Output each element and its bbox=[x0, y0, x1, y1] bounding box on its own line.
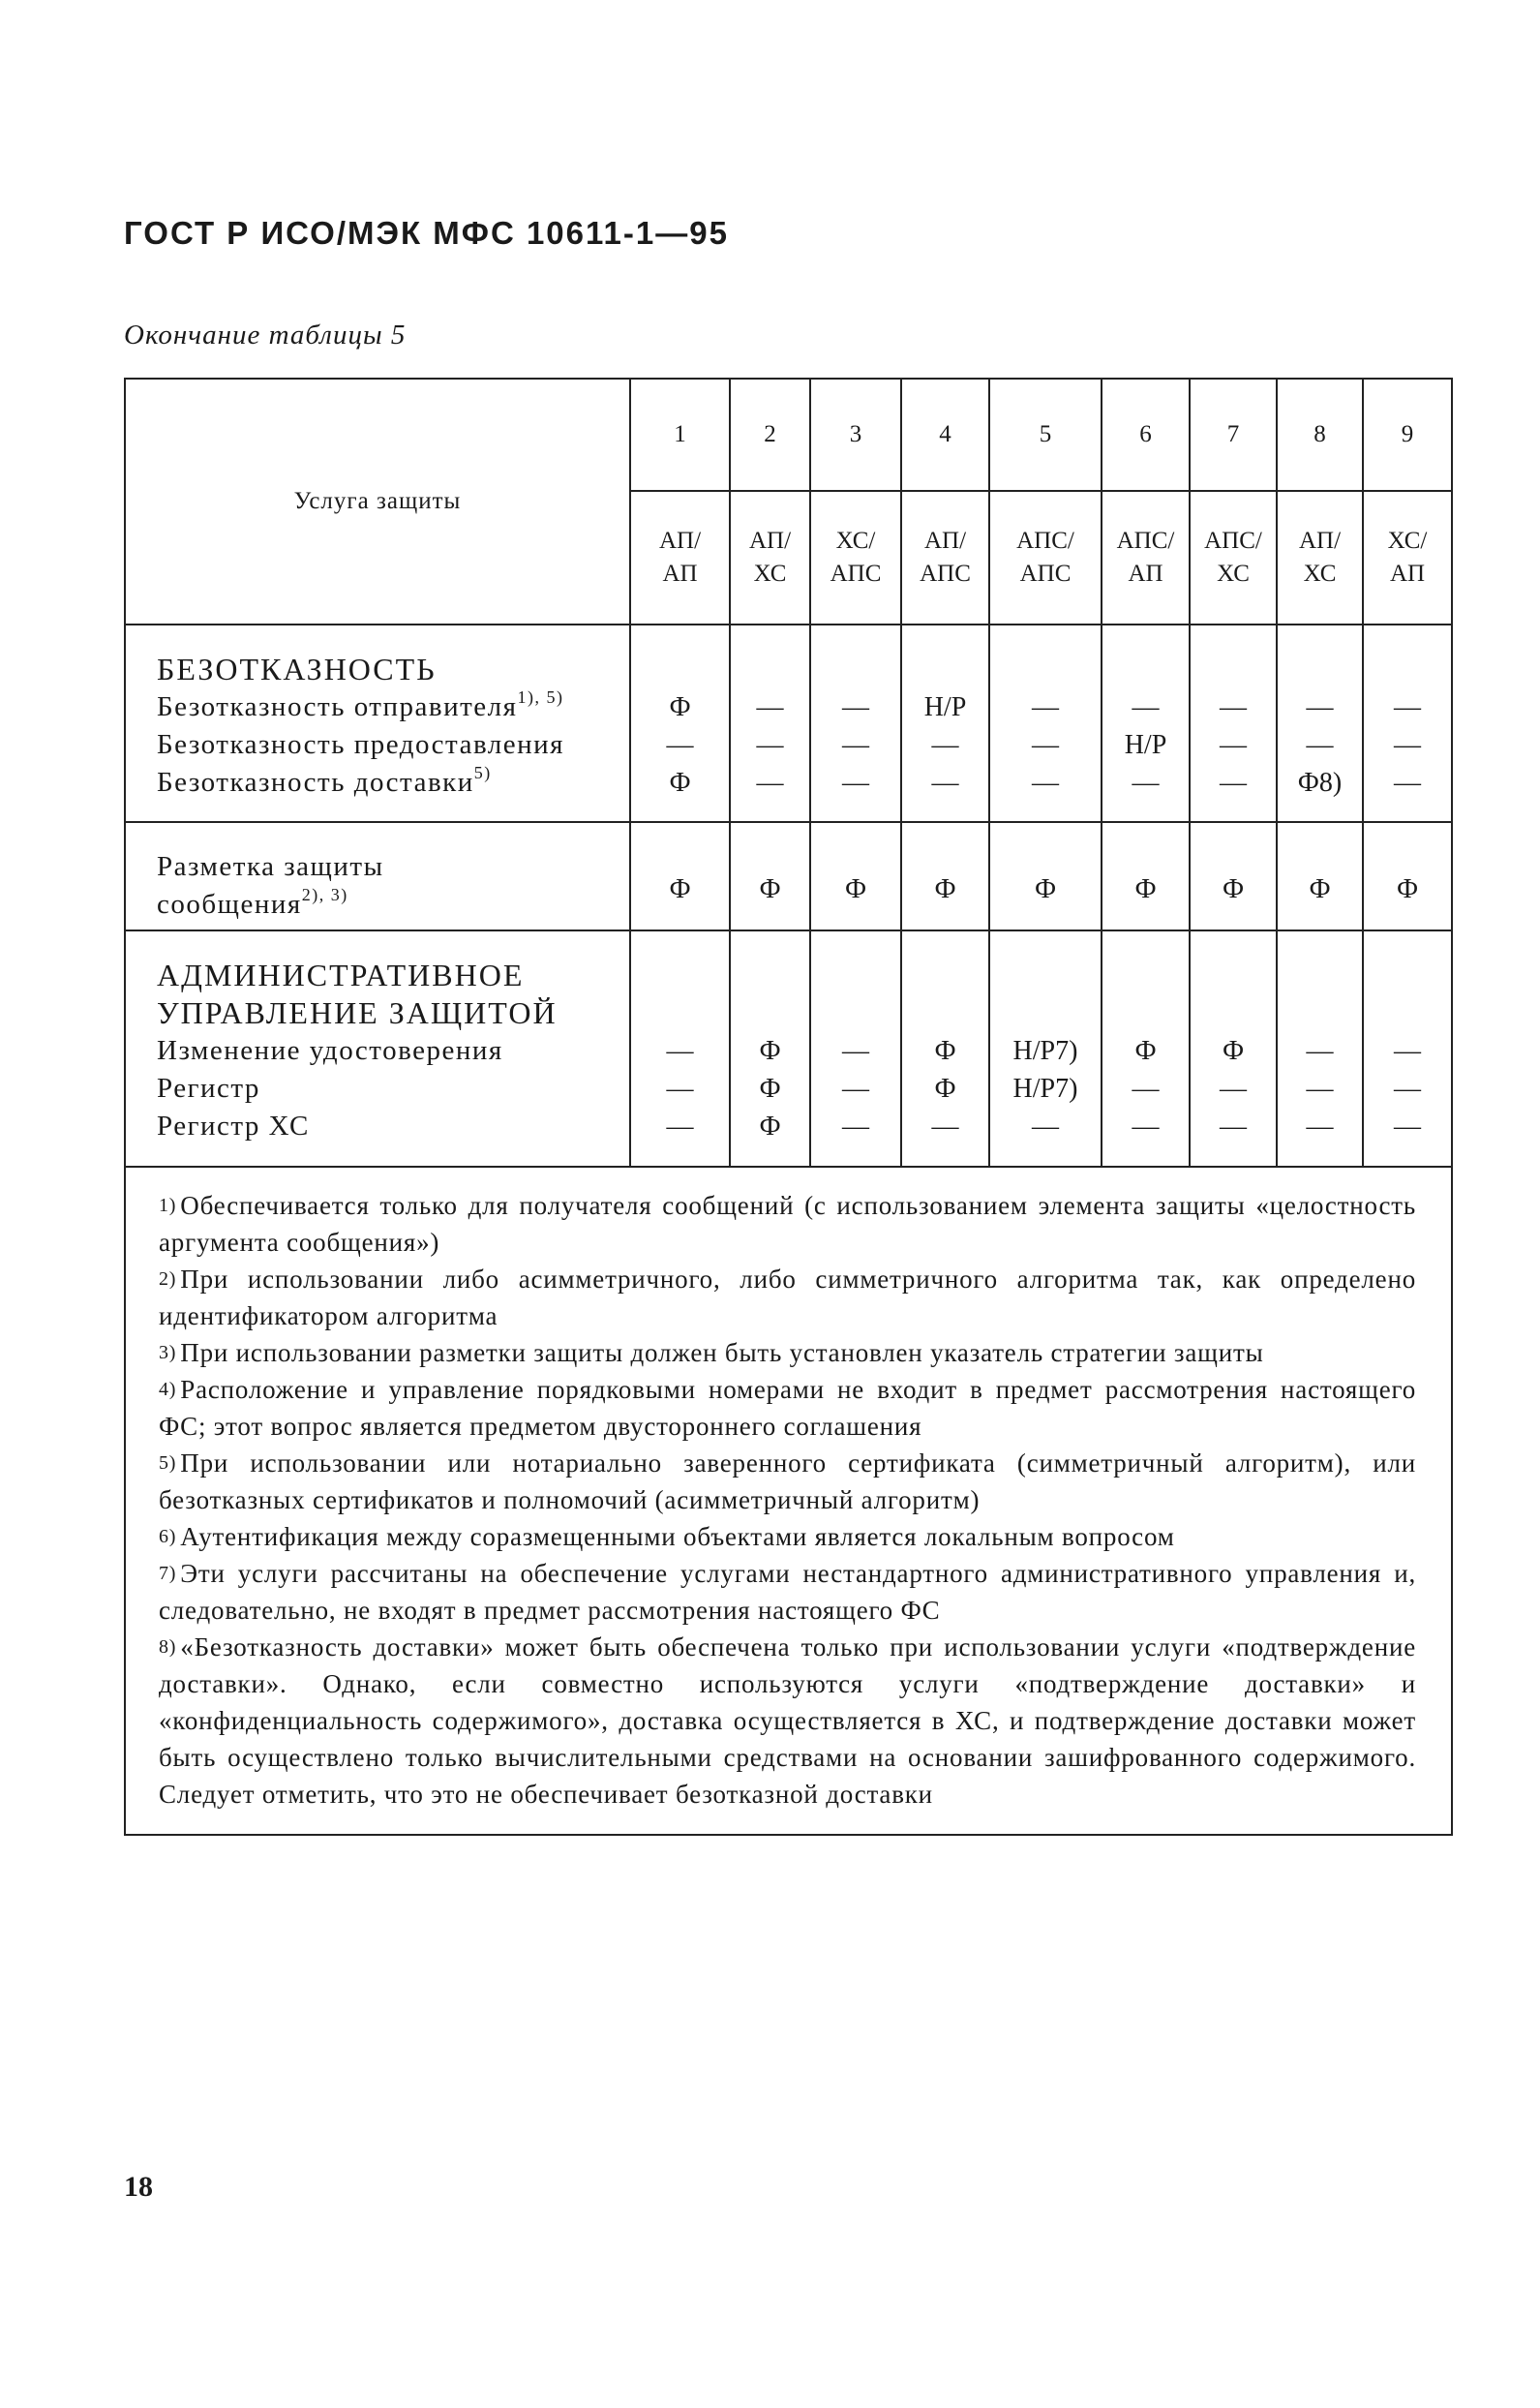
row-label-group bbox=[125, 625, 630, 822]
table-cell: — — — bbox=[810, 930, 901, 1167]
table-cell: — — — bbox=[1277, 930, 1363, 1167]
column-number-2: 2 bbox=[730, 379, 810, 491]
row-label: Безотказность предоставления bbox=[157, 729, 564, 760]
footnote-5: $^{5)}$ При использовании или нотариально заверенного сертификата (симметричный алгоритм), или безотказных сертификатов и полномочий (асимметричный алгоритм) bbox=[159, 1448, 1416, 1514]
column-number-5: 5 bbox=[989, 379, 1102, 491]
table-cell: — Н/Р — bbox=[1102, 625, 1190, 822]
table-cell: Ф bbox=[989, 822, 1102, 930]
column-number-7: 7 bbox=[1190, 379, 1277, 491]
table-cell: Ф Ф — bbox=[901, 930, 989, 1167]
row-label: Регистр bbox=[157, 1073, 260, 1104]
group-title-management: УПРАВЛЕНИЕ ЗАЩИТОЙ bbox=[157, 995, 558, 1030]
table-cell: — — Ф8) bbox=[1277, 625, 1363, 822]
table-cell: Ф bbox=[810, 822, 901, 930]
row-label: Разметка защиты bbox=[157, 851, 384, 882]
table-cell: Ф Ф Ф bbox=[730, 930, 810, 1167]
table-cell: Ф bbox=[630, 822, 730, 930]
column-code-3: ХС/ АПС bbox=[810, 491, 901, 625]
document-header: ГОСТ Р ИСО/МЭК МФС 10611-1—95 bbox=[124, 215, 729, 251]
footnote-2: $^{2)}$ При использовании либо асимметричного, либо симметричного алгоритма так, как определено идентификатором алгоритма bbox=[159, 1265, 1416, 1330]
column-number-1: 1 bbox=[630, 379, 730, 491]
column-code-1: АП/ АП bbox=[630, 491, 730, 625]
security-services-table bbox=[124, 378, 1453, 1836]
table-cell: Ф — — bbox=[1102, 930, 1190, 1167]
footnotes bbox=[125, 1167, 1452, 1835]
table-cell: Ф bbox=[1102, 822, 1190, 930]
table-cell: — — — bbox=[1363, 930, 1452, 1167]
column-number-8: 8 bbox=[1277, 379, 1363, 491]
table-cell: Ф bbox=[1363, 822, 1452, 930]
table-footnotes-row bbox=[125, 1167, 1452, 1835]
column-code-7: АПС/ ХС bbox=[1190, 491, 1277, 625]
table-cell: Ф — Ф bbox=[630, 625, 730, 822]
group-title-nonrepudiation: БЕЗОТКАЗНОСТЬ bbox=[157, 652, 437, 686]
page-number: 18 bbox=[124, 2171, 153, 2203]
table-cell: Н/Р — — bbox=[901, 625, 989, 822]
table-cell: Н/Р7) Н/Р7) — bbox=[989, 930, 1102, 1167]
row-label: сообщения$^{2), 3)}$ bbox=[157, 885, 348, 920]
row-label-group bbox=[125, 822, 630, 930]
table-cell: — — — bbox=[730, 625, 810, 822]
table-cell: Ф — — bbox=[1190, 930, 1277, 1167]
table-cell: Ф bbox=[901, 822, 989, 930]
group-title-management: АДМИНИСТРАТИВНОЕ bbox=[157, 958, 525, 992]
row-label: Изменение удостоверения bbox=[157, 1035, 503, 1066]
table-cell: — — — bbox=[630, 930, 730, 1167]
footnote-4: $^{4)}$ Расположение и управление порядковыми номерами не входит в предмет рассмотрения настоящего ФС; этот вопрос является предметом двустороннего соглашения bbox=[159, 1375, 1416, 1441]
table-row-security-management bbox=[125, 930, 1452, 1167]
table-cell: — — — bbox=[1190, 625, 1277, 822]
footnote-6: $^{6)}$ Аутентификация между соразмещенными объектами является локальным вопросом bbox=[159, 1522, 1175, 1551]
column-code-2: АП/ ХС bbox=[730, 491, 810, 625]
table-row-security-labelling bbox=[125, 822, 1452, 930]
column-number-3: 3 bbox=[810, 379, 901, 491]
column-code-9: ХС/ АП bbox=[1363, 491, 1452, 625]
table-cell: — — — bbox=[810, 625, 901, 822]
table-cell: Ф bbox=[1190, 822, 1277, 930]
table-cell: — — — bbox=[1363, 625, 1452, 822]
table-cell: Ф bbox=[730, 822, 810, 930]
column-code-6: АПС/ АП bbox=[1102, 491, 1190, 625]
row-label: Безотказность отправителя$^{1), 5)}$ bbox=[157, 687, 564, 722]
footnote-7: $^{7)}$ Эти услуги рассчитаны на обеспечение услугами нестандартного административного управления и, следовательно, не входят в предмет рассмотрения настоящего ФС bbox=[159, 1559, 1416, 1625]
row-label: Безотказность доставки$^{5)}$ bbox=[157, 763, 492, 798]
service-column-header: Услуга защиты bbox=[125, 379, 630, 625]
row-label-group bbox=[125, 930, 630, 1167]
column-code-4: АП/ АПС bbox=[901, 491, 989, 625]
footnote-1: $^{1)}$ Обеспечивается только для получателя сообщений (с использованием элемента защиты «целостность аргумента сообщения») bbox=[159, 1191, 1416, 1257]
column-number-4: 4 bbox=[901, 379, 989, 491]
footnote-8: $^{8)}$ «Безотказность доставки» может быть обеспечена только при использовании услуги «подтверждение доставки». Однако, если совместно используются услуги «подтверждение доставки» и «конфиденциальность содержимого», доставка осуществляется в ХС, и подтверждение доставки может быть осуществлено только вычислительными средствами на основании зашифрованного содержимого. Следует отметить, что это не обеспечивает безотказной доставки bbox=[159, 1632, 1416, 1809]
table-cell: Ф bbox=[1277, 822, 1363, 930]
footnote-3: $^{3)}$ При использовании разметки защиты должен быть установлен указатель стратегии защиты bbox=[159, 1338, 1264, 1367]
table-row-nonrepudiation bbox=[125, 625, 1452, 822]
table-cell: — — — bbox=[989, 625, 1102, 822]
column-code-5: АПС/ АПС bbox=[989, 491, 1102, 625]
table-caption: Окончание таблицы 5 bbox=[124, 320, 407, 351]
column-code-8: АП/ ХС bbox=[1277, 491, 1363, 625]
column-number-6: 6 bbox=[1102, 379, 1190, 491]
row-label: Регистр ХС bbox=[157, 1111, 310, 1142]
column-number-9: 9 bbox=[1363, 379, 1452, 491]
